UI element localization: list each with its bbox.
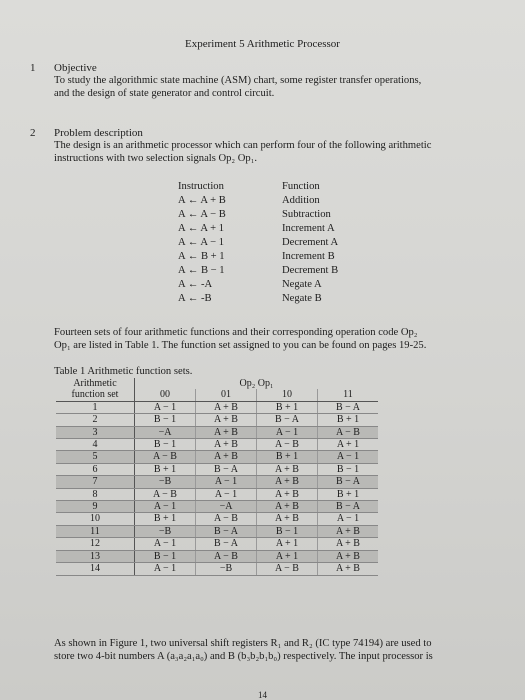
- section-1-number: 1: [30, 62, 36, 74]
- table-row: [56, 439, 378, 451]
- table-row: [56, 550, 378, 562]
- opcode-header-00: 00: [135, 389, 196, 401]
- set-number: 14: [56, 563, 135, 575]
- table-cell: −B: [135, 476, 196, 488]
- table-cell: A − B: [318, 426, 379, 438]
- table-row: [56, 426, 378, 438]
- table-row: [56, 451, 378, 463]
- table-row: [56, 525, 378, 537]
- table-cell: A + 1: [318, 439, 379, 451]
- opcode-header-10: 10: [257, 389, 318, 401]
- table-cell: B − A: [318, 476, 379, 488]
- function-item: Increment A: [282, 223, 335, 234]
- table-row: [56, 563, 378, 575]
- table-cell: −B: [135, 525, 196, 537]
- table-cell: A − 1: [318, 513, 379, 525]
- opcode-header-11: 11: [318, 389, 379, 401]
- table-cell: A + B: [196, 401, 257, 413]
- table-cell: A + B: [257, 501, 318, 513]
- set-number: 5: [56, 451, 135, 463]
- table-row: [56, 488, 378, 500]
- table-cell: A + B: [257, 513, 318, 525]
- section-1-body: [54, 75, 421, 100]
- function-header: Function: [282, 181, 320, 192]
- table-cell: B − A: [196, 525, 257, 537]
- set-number: 9: [56, 501, 135, 513]
- table-cell: B − 1: [257, 525, 318, 537]
- table-cell: A − 1: [135, 563, 196, 575]
- instruction-item: A ← A − B: [178, 209, 226, 220]
- function-item: Addition: [282, 195, 320, 206]
- table-cell: B + 1: [135, 513, 196, 525]
- table-cell: B + 1: [318, 414, 379, 426]
- instruction-item: A ← A − 1: [178, 237, 225, 248]
- set-number: 6: [56, 463, 135, 475]
- table-cell: A − 1: [257, 426, 318, 438]
- page-title: Experiment 5 Arithmetic Processor: [185, 38, 340, 50]
- table-cell: A − B: [196, 550, 257, 562]
- table-cell: A + B: [318, 563, 379, 575]
- function-item: Subtraction: [282, 209, 331, 220]
- table-cell: A + B: [318, 538, 379, 550]
- figure-1-line-2: store two 4-bit numbers A (a₃a₂a₁a₀) and B (b₃b₂b₁b₀) respectively. The input processor is: [54, 650, 433, 662]
- table-cell: A − 1: [196, 476, 257, 488]
- table-cell: B − A: [318, 401, 379, 413]
- set-number: 2: [56, 414, 135, 426]
- function-sets-line-2: Op₁ are listed in Table 1. The function set assigned to you can be found on pages 19-25.: [54, 339, 427, 351]
- table-row: [56, 513, 378, 525]
- function-item: Negate A: [282, 279, 322, 290]
- table-cell: B + 1: [257, 401, 318, 413]
- section-2-body: [54, 140, 431, 165]
- function-sets-paragraph: [54, 327, 426, 352]
- set-number: 7: [56, 476, 135, 488]
- table-cell: A + B: [318, 525, 379, 537]
- table-cell: A − 1: [135, 501, 196, 513]
- table-cell: A + B: [318, 550, 379, 562]
- set-number: 11: [56, 525, 135, 537]
- section-2-line-1: The design is an arithmetic processor which can perform four of the following arithmetic: [54, 140, 432, 151]
- table-cell: A − B: [257, 439, 318, 451]
- set-number: 1: [56, 401, 135, 413]
- table-cell: A + 1: [257, 538, 318, 550]
- table-cell: A − 1: [135, 401, 196, 413]
- table-cell: A + B: [257, 476, 318, 488]
- figure-1-line-1: As shown in Figure 1, two universal shift registers R₁ and R₂ (IC type 74194) are used to: [54, 638, 432, 649]
- table-cell: −A: [135, 426, 196, 438]
- table-row: [56, 463, 378, 475]
- instruction-header: Instruction: [178, 181, 224, 192]
- table-caption: Table 1 Arithmetic function sets.: [54, 366, 193, 377]
- section-1-line-2: and the design of state generator and control circuit.: [54, 87, 275, 99]
- function-item: Decrement B: [282, 265, 339, 276]
- section-2-number: 2: [30, 127, 36, 139]
- table-header-opcode: Op₂ Op₁: [239, 378, 274, 389]
- table-cell: A − B: [196, 513, 257, 525]
- table-cell: B + 1: [257, 451, 318, 463]
- table-row: [56, 414, 378, 426]
- table-row: [56, 401, 378, 413]
- table-cell: A − B: [135, 488, 196, 500]
- table-cell: A − 1: [318, 451, 379, 463]
- function-set-table: [56, 378, 378, 576]
- table-cell: −B: [196, 563, 257, 575]
- set-number: 4: [56, 439, 135, 451]
- function-item: Decrement A: [282, 237, 339, 248]
- function-sets-line-1: Fourteen sets of four arithmetic functions and their corresponding operation code Op₂: [54, 327, 418, 338]
- instruction-item: A ← B − 1: [178, 265, 225, 276]
- table-cell: B + 1: [318, 488, 379, 500]
- figure-1-paragraph: [54, 638, 433, 663]
- table-cell: B − 1: [135, 414, 196, 426]
- table-cell: A − 1: [196, 488, 257, 500]
- table-cell: A + B: [196, 439, 257, 451]
- table-cell: B + 1: [135, 463, 196, 475]
- table-cell: B − A: [257, 414, 318, 426]
- table-cell: −A: [196, 501, 257, 513]
- table-cell: A + B: [257, 488, 318, 500]
- instruction-item: A ← A + 1: [178, 223, 225, 234]
- table-cell: A + B: [196, 414, 257, 426]
- page-number: 14: [258, 690, 267, 700]
- table-cell: A − B: [135, 451, 196, 463]
- function-item: Negate B: [282, 293, 322, 304]
- table-cell: B − 1: [318, 463, 379, 475]
- table-cell: A − B: [257, 563, 318, 575]
- table-cell: A + 1: [257, 550, 318, 562]
- table-cell: A + B: [196, 451, 257, 463]
- section-2-line-2: instructions with two selection signals Op₂ Op₁.: [54, 152, 258, 164]
- set-number: 12: [56, 538, 135, 550]
- table-header-function-set: function set: [56, 389, 135, 401]
- table-cell: B − 1: [135, 439, 196, 451]
- instruction-item: A ← -A: [178, 279, 213, 290]
- table-cell: B − 1: [135, 550, 196, 562]
- function-item: Increment B: [282, 251, 335, 262]
- set-number: 10: [56, 513, 135, 525]
- table-cell: A + B: [196, 426, 257, 438]
- table-row: [56, 538, 378, 550]
- table-cell: A − 1: [135, 538, 196, 550]
- instruction-item: A ← A + B: [178, 195, 226, 206]
- table-row: [56, 476, 378, 488]
- instruction-item: A ← B + 1: [178, 251, 225, 262]
- section-2-heading: Problem description: [54, 127, 143, 139]
- table-row: [56, 501, 378, 513]
- instruction-item: A ← -B: [178, 293, 212, 304]
- table-cell: B − A: [318, 501, 379, 513]
- set-number: 13: [56, 550, 135, 562]
- set-number: 3: [56, 426, 135, 438]
- table-header-arithmetic: Arithmetic: [56, 378, 135, 389]
- set-number: 8: [56, 488, 135, 500]
- table-cell: B − A: [196, 538, 257, 550]
- table-cell: A + B: [257, 463, 318, 475]
- opcode-header-01: 01: [196, 389, 257, 401]
- section-1-line-1: To study the algorithmic state machine (ASM) chart, some register transfer operations,: [54, 75, 422, 86]
- table-cell: B − A: [196, 463, 257, 475]
- section-1-heading: Objective: [54, 62, 97, 74]
